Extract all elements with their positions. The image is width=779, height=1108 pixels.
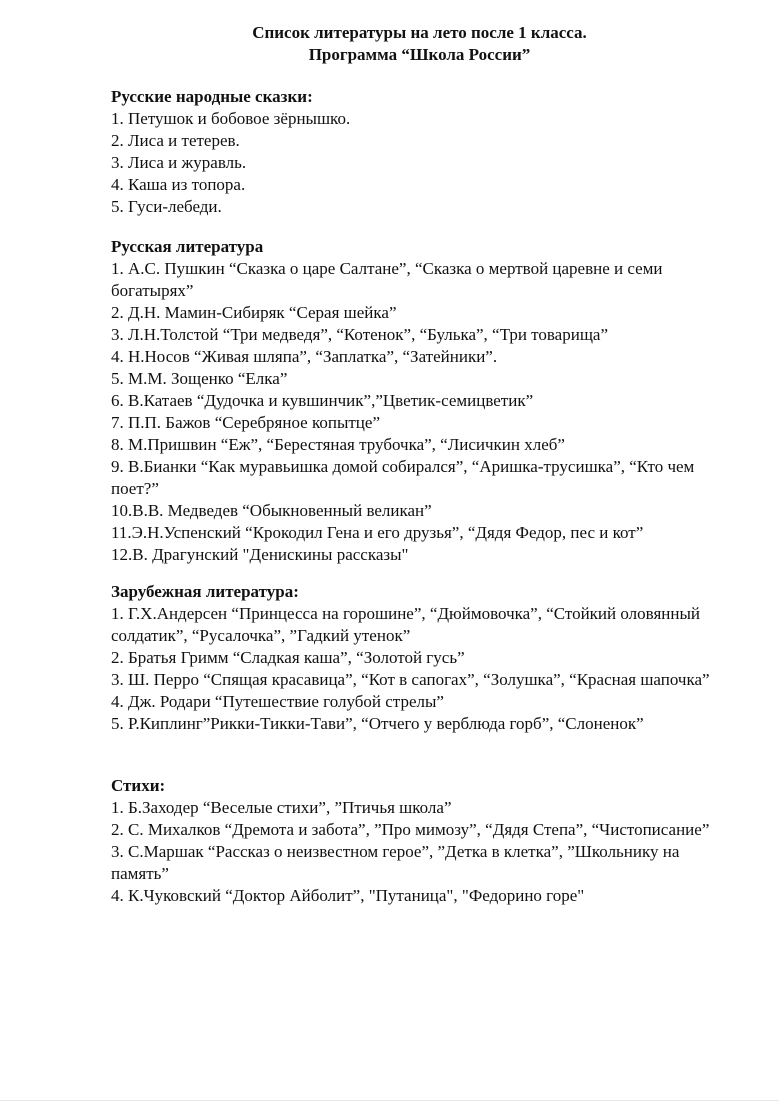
list-item: 5. Гуси-лебеди. [111,197,222,216]
section-foreign-literature [111,581,731,735]
list-item: 12.В. Драгунский "Денискины рассказы" [111,545,409,564]
list-item: 5. Р.Киплинг”Рикки-Тикки-Тави”, “Отчего у верблюда горб”, “Слоненок” [111,714,644,733]
section-russian-folk-tales [111,86,731,218]
list-item: 7. П.П. Бажов “Серебряное копытце” [111,413,380,432]
list-item: 6. В.Катаев “Дудочка и кувшинчик”,”Цветик-семицветик” [111,391,534,410]
list-item: 8. М.Пришвин “Еж”, “Берестяная трубочка”, “Лисичкин хлеб” [111,435,565,454]
list-item: 2. С. Михалков “Дремота и забота”, ”Про мимозу”, “Дядя Степа”, “Чистописание” [111,820,710,839]
list-item: 4. Дж. Родари “Путешествие голубой стрелы” [111,692,444,711]
section-russian-literature [111,236,731,566]
document-title-line-2: Программа “Школа России” [308,45,531,64]
list-item: 3. Ш. Перро “Спящая красавица”, “Кот в сапогах”, “Золушка”, “Красная шапочка” [111,670,710,689]
list-item: 2. Д.Н. Мамин-Сибиряк “Серая шейка” [111,303,397,322]
list-item: 1. Петушок и бобовое зёрнышко. [111,109,351,128]
document-title-line-1: Список литературы на лето после 1 класса. [252,23,587,42]
section-heading: Русские народные сказки: [111,87,313,106]
list-item: 2. Лиса и тетерев. [111,131,240,150]
list-item: 4. Н.Носов “Живая шляпа”, “Заплатка”, “Затейники”. [111,347,498,366]
list-item: 3. Лиса и журавль. [111,153,247,172]
list-item: 3. С.Маршак “Рассказ о неизвестном герое”, ”Детка в клетка”, ”Школьнику на память” [111,842,680,883]
list-item: 1. А.С. Пушкин “Сказка о царе Салтане”, “Сказка о мертвой царевне и семи богатырях” [111,259,663,300]
section-heading: Стихи: [111,776,166,795]
list-item: 9. В.Бианки “Как муравьишка домой собирался”, “Аришка-трусишка”, “Кто чем поет?” [111,457,695,498]
list-item: 10.В.В. Медведев “Обыкновенный великан” [111,501,432,520]
list-item: 4. К.Чуковский “Доктор Айболит”, "Путаница", "Федорино горе" [111,886,585,905]
list-item: 11.Э.Н.Успенский “Крокодил Гена и его друзья”, “Дядя Федор, пес и кот” [111,523,644,542]
section-poems [111,775,731,907]
list-item: 1. Б.Заходер “Веселые стихи”, ”Птичья школа” [111,798,452,817]
list-item: 3. Л.Н.Толстой “Три медведя”, “Котенок”, “Булька”, “Три товарища” [111,325,609,344]
section-heading: Русская литература [111,237,264,256]
list-item: 1. Г.Х.Андерсен “Принцесса на горошине”, “Дюймовочка”, “Стойкий оловянный солдатик”, “Русалочка”, ”Гадкий утенок” [111,604,700,645]
page-bottom-edge [0,1100,779,1101]
section-heading: Зарубежная литература: [111,582,299,601]
list-item: 4. Каша из топора. [111,175,246,194]
list-item: 2. Братья Гримм “Сладкая каша”, “Золотой гусь” [111,648,465,667]
list-item: 5. М.М. Зощенко “Елка” [111,369,288,388]
